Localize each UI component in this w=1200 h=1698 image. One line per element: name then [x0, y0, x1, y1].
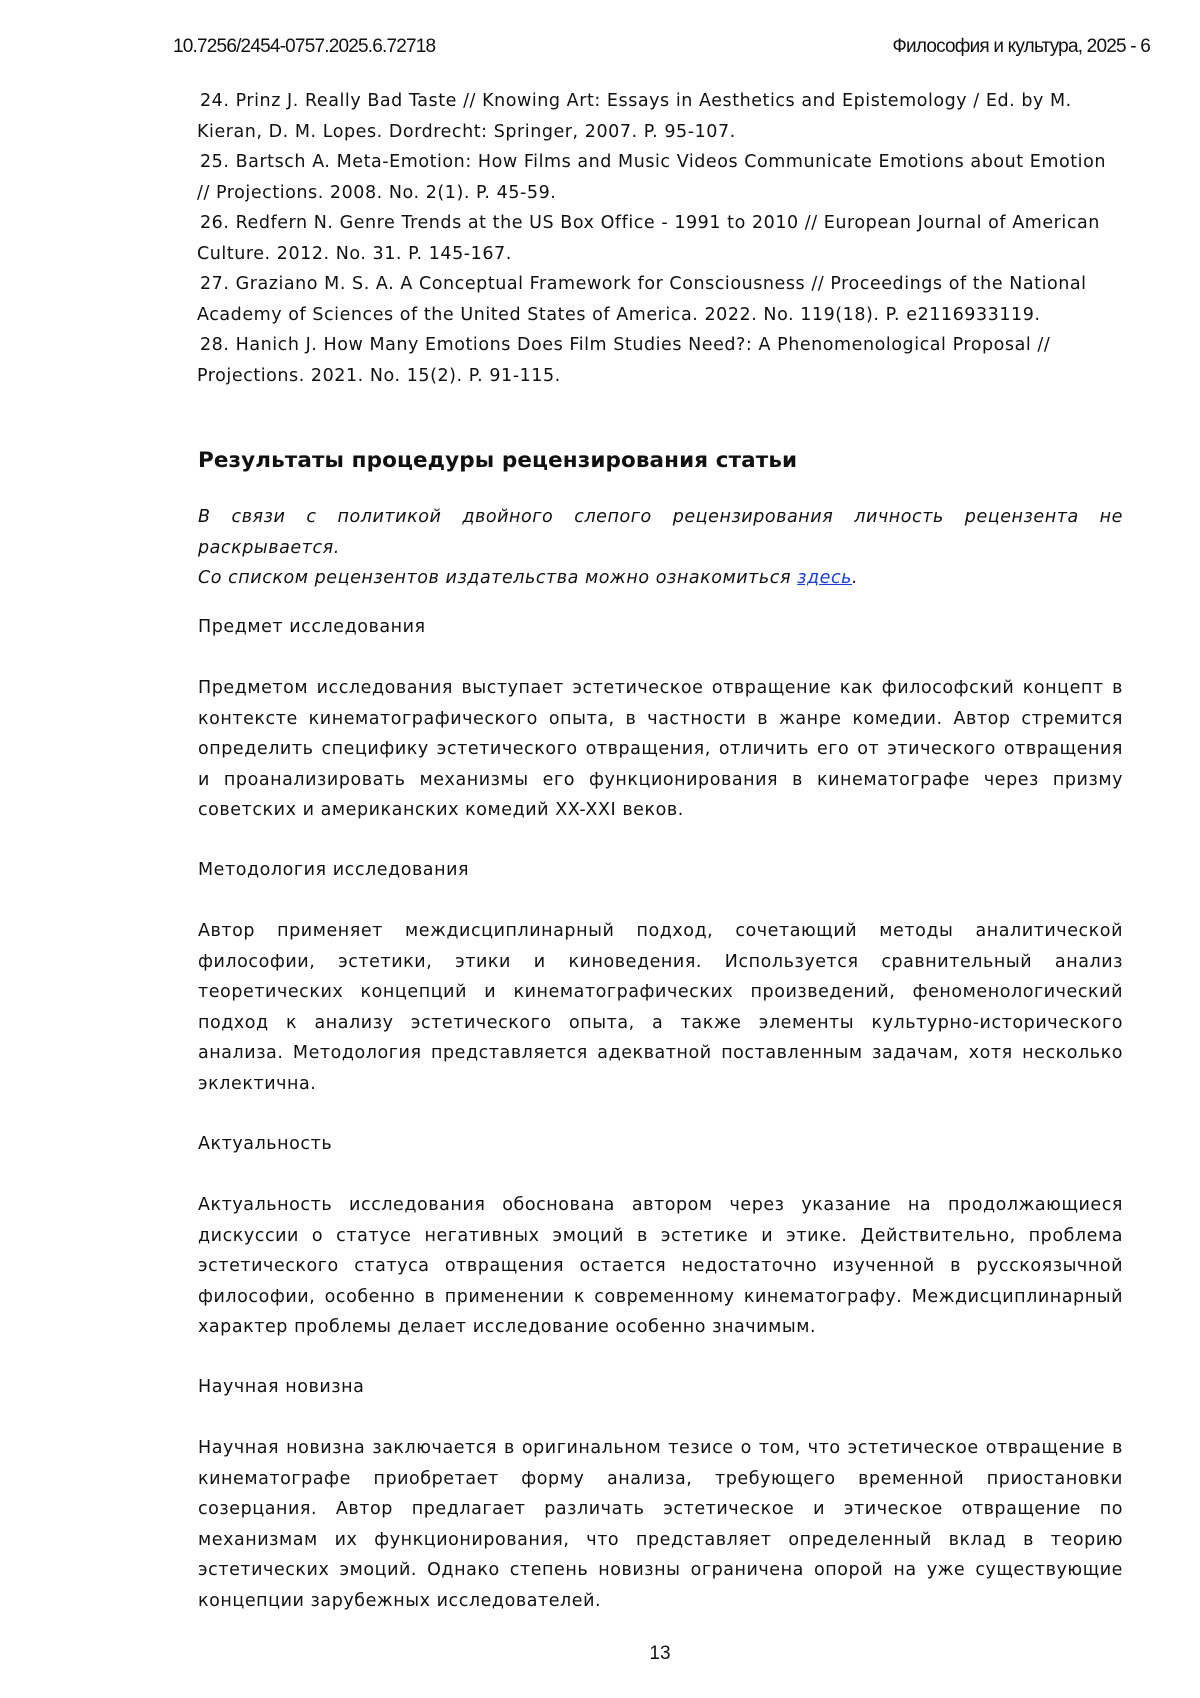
section-label: Методология исследования	[198, 860, 470, 880]
reference-text: Prinz J. Really Bad Taste // Knowing Art: Essays in Aesthetics and Epistemology / Ed. by M. Kieran, D. M. Lopes. Dordrecht: Springer, 2007. P. 95-107.	[197, 91, 1072, 142]
journal-label: Философия и культура, 2025 - 6	[892, 36, 1150, 57]
reference-item	[194, 147, 1124, 208]
reference-number: 27.	[200, 274, 230, 294]
section-body: Предметом исследования выступает эстетическое отвращение как философский концепт в контексте кинематографического опыта, в частности в жанре комедии. Автор стремится определить специфику эстетического отвращения, отличить его от этического отвращения и проанализировать механизмы его функционирования в кинематографе через призму советских и американских комедий XX-XXI веков.	[198, 678, 1123, 820]
reference-list	[194, 86, 1124, 391]
reference-text: Bartsch A. Meta-Emotion: How Films and Music Videos Communicate Emotions about Emotion // Projections. 2008. No. 2(1). P. 45-59.	[197, 152, 1106, 203]
reference-item	[194, 269, 1124, 330]
section-body: Автор применяет междисциплинарный подход, сочетающий методы аналитической философии, эстетики, этики и киноведения. Используется сравнительный анализ теоретических концепций и кинематографических произведений, феноменологический подход к анализу эстетического опыта, а также элементы культурно-исторического анализа. Методология представляется адекватной поставленным задачам, хотя несколько эклектична.	[198, 921, 1123, 1094]
page-header	[173, 36, 1150, 62]
review-notice	[198, 502, 1123, 594]
reviewers-list-suffix: .	[852, 568, 859, 588]
review-section-methodology	[198, 855, 1123, 1099]
doi-label: 10.7256/2454-0757.2025.6.72718	[173, 36, 436, 57]
reference-text: Graziano M. S. A. A Conceptual Framework for Consciousness // Proceedings of the National Academy of Sciences of the United States of America. 2022. No. 119(18). P. e2116933119.	[197, 274, 1087, 325]
review-section-relevance	[198, 1129, 1123, 1343]
reference-number: 24.	[200, 91, 230, 111]
section-label: Предмет исследования	[198, 617, 426, 637]
blind-review-notice: В связи с политикой двойного слепого рецензирования личность рецензента не раскрывается.	[198, 507, 1123, 558]
reference-number: 28.	[200, 335, 230, 355]
section-body: Актуальность исследования обоснована автором через указание на продолжающиеся дискуссии о статусе негативных эмоций в эстетике и этике. Действительно, проблема эстетического статуса отвращения остается недостаточно изученной в русскоязычной философии, особенно в применении к современному кинематографу. Междисциплинарный характер проблемы делает исследование особенно значимым.	[198, 1195, 1123, 1337]
review-section-subject	[198, 612, 1123, 826]
reference-item	[194, 86, 1124, 147]
review-heading: Результаты процедуры рецензирования статьи	[198, 448, 798, 473]
page-number: 13	[649, 1643, 671, 1664]
section-body: Научная новизна заключается в оригинальном тезисе о том, что эстетическое отвращение в кинематографе приобретает форму анализа, требующего временной приостановки созерцания. Автор предлагает различать эстетическое и этическое отвращение по механизмам их функционирования, что представляет определенный вклад в теорию эстетических эмоций. Однако степень новизны ограничена опорой на уже существующие концепции зарубежных исследователей.	[198, 1438, 1123, 1611]
reference-number: 26.	[200, 213, 230, 233]
reference-text: Hanich J. How Many Emotions Does Film Studies Need?: A Phenomenological Proposal // Projections. 2021. No. 15(2). P. 91-115.	[197, 335, 1051, 386]
review-section-novelty	[198, 1372, 1123, 1616]
reviewers-list-link[interactable]: здесь	[797, 568, 852, 588]
reference-text: Redfern N. Genre Trends at the US Box Office - 1991 to 2010 // European Journal of American Culture. 2012. No. 31. P. 145-167.	[197, 213, 1100, 264]
section-label: Актуальность	[198, 1134, 333, 1154]
reference-number: 25.	[200, 152, 230, 172]
reviewers-list-notice	[198, 563, 1123, 594]
reference-item	[194, 208, 1124, 269]
reference-item	[194, 330, 1124, 391]
reviewers-list-text: Со списком рецензентов издательства можно ознакомиться	[198, 568, 798, 588]
section-label: Научная новизна	[198, 1377, 365, 1397]
